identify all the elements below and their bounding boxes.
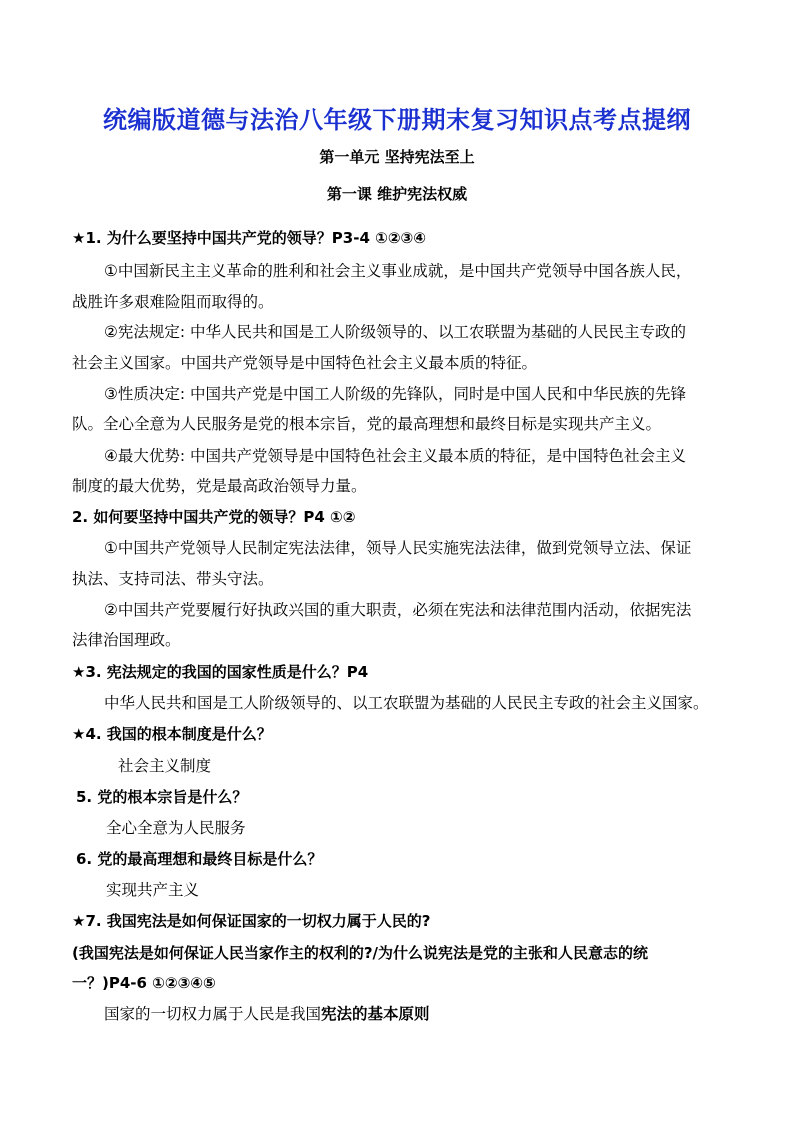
answer-text: 战胜许多艰难险阻而取得的。: [72, 293, 274, 311]
answer-text: ④最大优势: 中国共产党领导是中国特色社会主义最本质的特征，是中国特色社会主义: [104, 447, 687, 465]
answer-text-normal: 国家的一切权力属于人民是我国: [104, 1005, 322, 1023]
answer-text: 实现共产主义: [106, 881, 200, 899]
question-5: 5. 党的根本宗旨是什么？: [76, 788, 248, 806]
question-4: ★4. 我国的根本制度是什么？: [72, 725, 272, 743]
answer-text: 社会主义国家。中国共产党领导是中国特色社会主义最本质的特征。: [72, 354, 538, 372]
answer-text: 全心全意为人民服务: [106, 819, 246, 837]
answer-text: 法律治国理政。: [72, 631, 181, 649]
question-2: 2. 如何要坚持中国共产党的领导？P4 ①②: [72, 508, 356, 526]
answer-text: 执法、支持司法、带头守法。: [72, 570, 274, 588]
answer-text-emphasis: 宪法的基本原则: [321, 1005, 430, 1023]
answer-text: ②中国共产党要履行好执政兴国的重大职责，必须在宪法和法律范围内活动，依据宪法: [104, 601, 692, 619]
question-3: ★3. 宪法规定的我国的国家性质是什么？P4: [72, 663, 369, 681]
question-1: ★1. 为什么要坚持中国共产党的领导？P3-4 ①②③④: [72, 229, 426, 247]
unit-heading: 第一单元 坚持宪法至上: [319, 148, 475, 166]
answer-text: ②宪法规定: 中华人民共和国是工人阶级领导的、以工农联盟为基础的人民民主专政的: [104, 323, 687, 341]
document-title: 统编版道德与法治八年级下册期末复习知识点考点提纲: [103, 106, 691, 134]
answer-text: [104, 1004, 430, 1024]
question-7-subtitle: (我国宪法是如何保证人民当家作主的权利的?/为什么说宪法是党的主张和人民意志的统: [72, 944, 649, 962]
answer-text: 队。全心全意为人民服务是党的根本宗旨，党的最高理想和最终目标是实现共产主义。: [72, 415, 662, 433]
lesson-heading: 第一课 维护宪法权威: [326, 185, 468, 203]
question-7-subtitle: 一？)P4-6 ①②③④⑤: [72, 974, 216, 992]
question-6: 6. 党的最高理想和最终目标是什么？: [76, 850, 323, 868]
answer-text: ①中国共产党领导人民制定宪法法律，领导人民实施宪法法律，做到党领导立法、保证: [104, 539, 692, 557]
answer-text: 社会主义制度: [118, 757, 212, 775]
answer-text: 中华人民共和国是工人阶级领导的、以工农联盟为基础的人民民主专政的社会主义国家。: [104, 694, 709, 712]
answer-text: 制度的最大优势，党是最高政治领导力量。: [72, 477, 367, 495]
answer-text: ③性质决定: 中国共产党是中国工人阶级的先锋队，同时是中国人民和中华民族的先锋: [104, 385, 687, 403]
answer-text: ①中国新民主主义革命的胜利和社会主义事业成就，是中国共产党领导中国各族人民，: [104, 262, 692, 280]
question-7: ★7. 我国宪法是如何保证国家的一切权力属于人民的?: [72, 912, 431, 930]
